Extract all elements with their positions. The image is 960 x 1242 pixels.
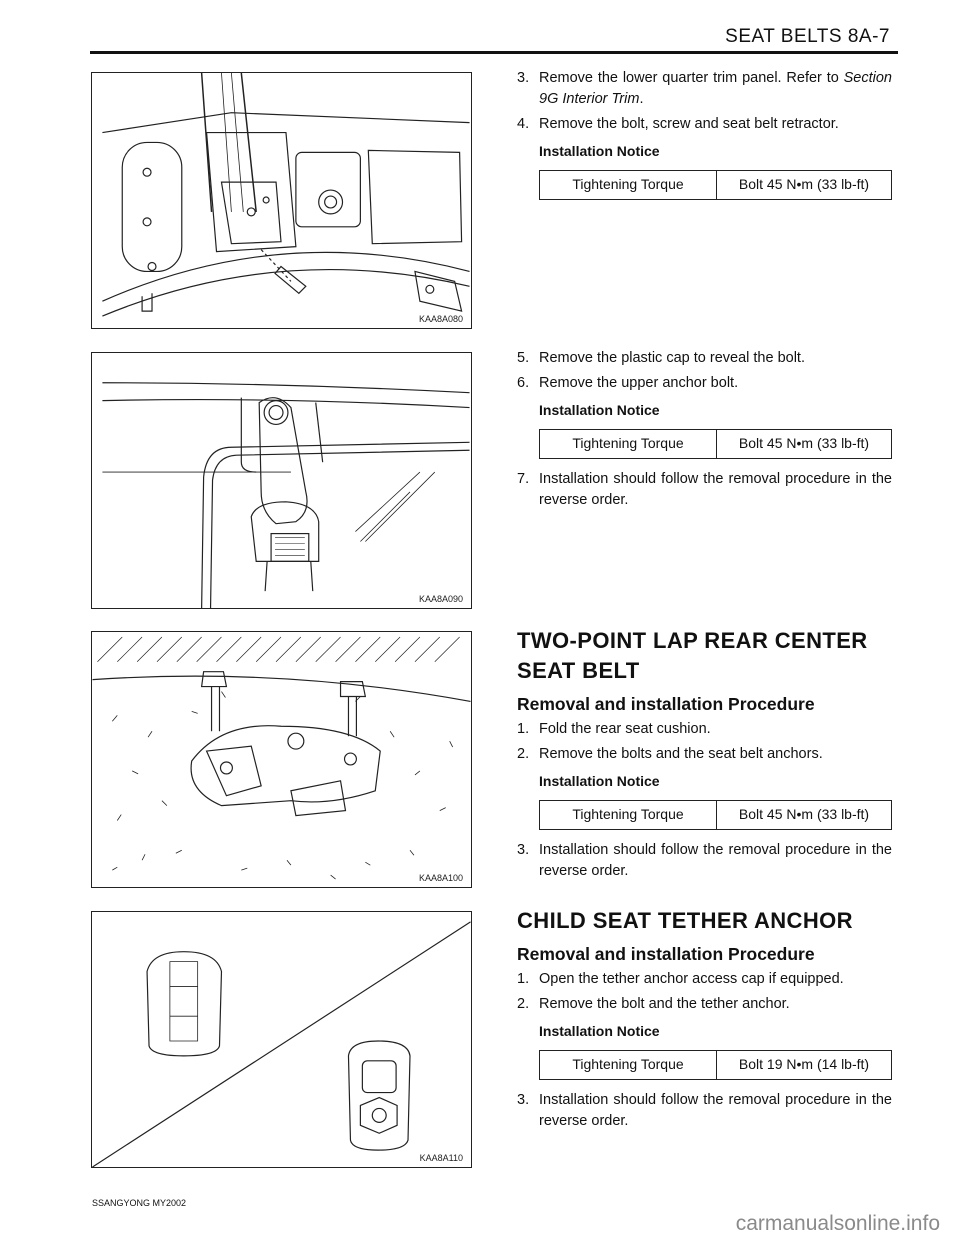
step-6: 6. Remove the upper anchor bolt. [517, 375, 739, 391]
figure-lap-anchors [91, 631, 472, 888]
step-2: 2. Remove the bolts and the seat belt anchors. [517, 746, 823, 762]
installation-notice: Installation Notice [539, 773, 660, 789]
section-lap-belt [517, 626, 892, 886]
figure-retractor [91, 72, 472, 329]
step-1: 1. Open the tether anchor access cap if equipped. [517, 971, 844, 987]
step-5: 5. Remove the plastic cap to reveal the bolt. [517, 350, 805, 366]
section-title: TWO-POINT LAP REAR CENTER SEAT BELT [517, 628, 868, 683]
section-retractor-steps [517, 68, 892, 200]
retractor-illustration [92, 73, 471, 328]
installation-notice: Installation Notice [539, 402, 660, 418]
step-4: 4. Remove the bolt, screw and seat belt retractor. [517, 116, 839, 132]
step-2: 2. Remove the bolt and the tether anchor. [517, 996, 790, 1012]
figure-code: KAA8A110 [419, 1153, 463, 1163]
section-subtitle: Removal and installation Procedure [517, 694, 815, 714]
installation-notice: Installation Notice [539, 1023, 660, 1039]
section-upper-anchor-steps [517, 348, 892, 515]
torque-value: Bolt 45 N•m (33 lb-ft) [738, 176, 870, 192]
lap-anchor-illustration [92, 632, 471, 887]
torque-value: Bolt 45 N•m (33 lb-ft) [738, 435, 870, 451]
header-rule [90, 51, 898, 54]
figure-code: KAA8A100 [418, 873, 463, 883]
section-reference: Section 9G Interior Trim [539, 70, 892, 107]
tether-anchor-illustration [92, 912, 471, 1167]
torque-label: Tightening Torque [540, 171, 717, 199]
upper-anchor-illustration [92, 353, 471, 608]
step-7: 7. Installation should follow the removal procedure in the reverse order. [517, 471, 892, 508]
figure-upper-anchor [91, 352, 472, 609]
figure-tether-anchor [91, 911, 472, 1168]
torque-value: Bolt 19 N•m (14 lb-ft) [738, 1056, 870, 1072]
torque-value: Bolt 45 N•m (33 lb-ft) [738, 806, 870, 822]
torque-table [539, 429, 892, 459]
section-title: CHILD SEAT TETHER ANCHOR [517, 908, 853, 933]
step-1: 1. Fold the rear seat cushion. [517, 721, 711, 737]
torque-table [539, 800, 892, 830]
footer-publisher: SSANGYONG MY2002 [92, 1198, 187, 1208]
installation-notice: Installation Notice [539, 143, 660, 159]
step-3: 3. Installation should follow the removal procedure in the reverse order. [517, 842, 892, 879]
torque-label: Tightening Torque [540, 801, 717, 829]
torque-label: Tightening Torque [540, 430, 717, 458]
step-3: 3. Installation should follow the removal procedure in the reverse order. [517, 1092, 892, 1129]
watermark: carmanualsonline.info [735, 1212, 940, 1235]
section-tether-anchor [517, 906, 892, 1136]
torque-label: Tightening Torque [540, 1051, 717, 1079]
step-3: 3. Remove the lower quarter trim panel. Refer to Section 9G Interior Trim. [517, 70, 892, 107]
figure-code: KAA8A080 [418, 314, 463, 324]
torque-table [539, 1050, 892, 1080]
section-subtitle: Removal and installation Procedure [517, 944, 815, 964]
page-header-title: SEAT BELTS 8A-7 [725, 26, 890, 47]
figure-code: KAA8A090 [418, 594, 463, 604]
torque-table [539, 170, 892, 200]
